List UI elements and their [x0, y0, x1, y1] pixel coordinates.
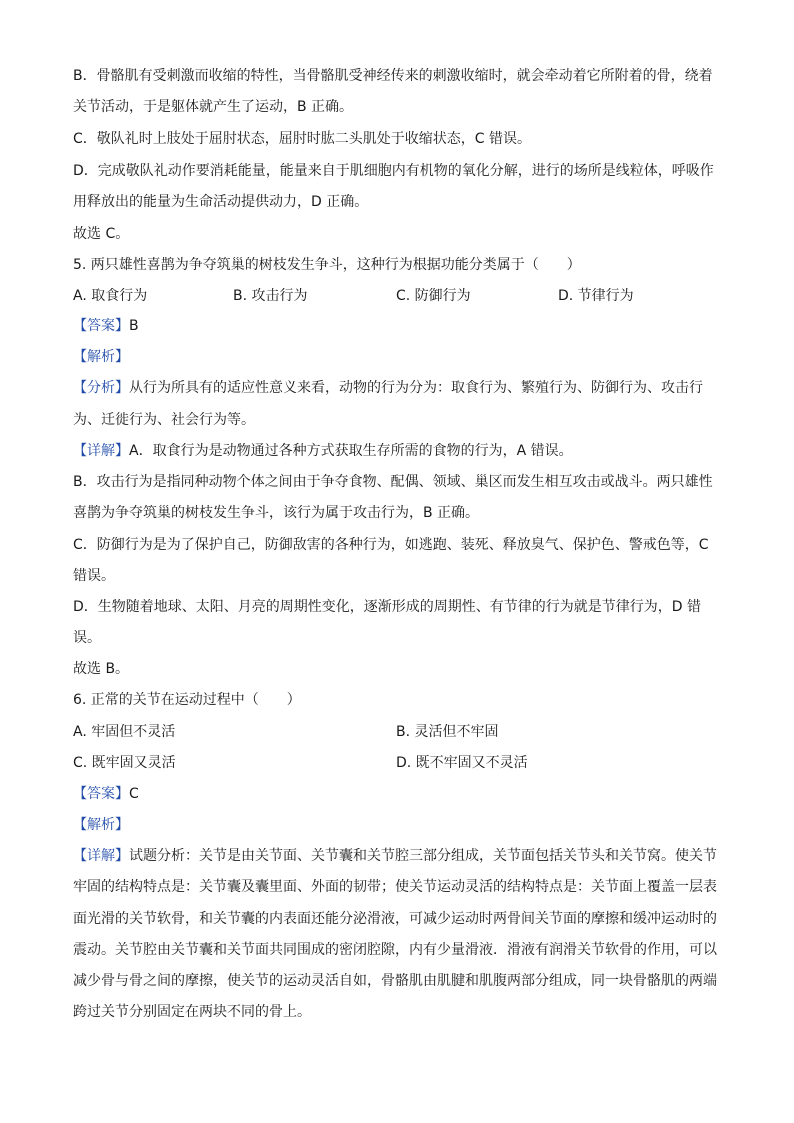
text-line: 减少骨与骨之间的摩擦，使关节的运动灵活自如，骨骼肌由肌腱和肌腹两部分组成，同一块骨骼肌的两端	[73, 973, 717, 989]
answer-value: B	[129, 318, 139, 334]
text-line: B．骨骼肌有受刺激而收缩的特性，当骨骼肌受神经传来的刺激收缩时，就会牵动着它所附着的骨，绕着	[73, 68, 713, 84]
text-line: 面光滑的关节软骨，和关节囊的内表面还能分泌滑液，可减少运动时两骨间关节面的摩擦和缓冲运动时的	[73, 911, 717, 927]
detail-text: 试题分析：关节是由关节面、关节囊和关节腔三部分组成，关节面包括关节头和关节窝。使关节	[129, 848, 717, 864]
text-line: 关节活动，于是躯体就产生了运动，B 正确。	[73, 99, 354, 115]
analysis-tag: 【解析】	[73, 817, 129, 833]
detail-line	[73, 846, 717, 866]
answer-tag: 【答案】	[73, 318, 129, 334]
text-line: 为、迁徙行为、社会行为等。	[73, 412, 255, 428]
option-a: A. 取食行为	[73, 288, 148, 304]
option-b: B. 灵活但不牢固	[396, 724, 499, 740]
xiangjie-tag: 【详解】	[73, 443, 129, 459]
option-c: C. 防御行为	[396, 288, 471, 304]
text-line: D．生物随着地球、太阳、月亮的周期性变化，逐渐形成的周期性、有节律的行为就是节律行为，D 错	[73, 599, 702, 615]
text-line: 跨过关节分别固定在两块不同的骨上。	[73, 1004, 311, 1020]
option-b: B. 攻击行为	[233, 288, 308, 304]
xiangjie-tag: 【详解】	[73, 848, 129, 864]
analysis-tag: 【解析】	[73, 349, 129, 365]
option-a: A. 牢固但不灵活	[73, 724, 176, 740]
analysis-text: 从行为所具有的适应性意义来看，动物的行为分为：取食行为、繁殖行为、防御行为、攻击行	[129, 380, 703, 396]
question-stem: 5. 两只雄性喜鹊为争夺筑巢的树枝发生争斗，这种行为根据功能分类属于（ ）	[73, 257, 581, 273]
text-line: C．敬队礼时上肢处于屈肘状态，屈肘时肱二头肌处于收缩状态，C 错误。	[73, 131, 531, 147]
conclusion-text: 故选 B。	[73, 661, 130, 677]
text-line: 用释放出的能量为生命活动提供动力，D 正确。	[73, 194, 369, 210]
option-d: D. 节律行为	[558, 288, 634, 304]
text-line: B．攻击行为是指同种动物个体之间由于争夺食物、配偶、领域、巢区而发生相互攻击或战斗。两只雄性	[73, 474, 713, 490]
answer-line	[73, 316, 139, 336]
text-line: D．完成敬队礼动作要消耗能量，能量来自于肌细胞内有机物的氧化分解，进行的场所是线粒体，呼吸作	[73, 163, 714, 179]
fenxi-tag: 【分析】	[73, 380, 129, 396]
question-stem: 6. 正常的关节在运动过程中（ ）	[73, 692, 301, 708]
text-line: 喜鹊为争夺筑巢的树枝发生争斗，该行为属于攻击行为，B 正确。	[73, 505, 480, 521]
text-line: 震动。关节腔由关节囊和关节面共同围成的密闭腔隙，内有少量滑液．滑液有润滑关节软骨的作用，可以	[73, 942, 717, 958]
analysis-line	[73, 378, 703, 398]
option-c: C. 既牢固又灵活	[73, 755, 176, 771]
detail-line	[73, 441, 573, 461]
text-line: 牢固的结构特点是：关节囊及囊里面、外面的韧带；使关节运动灵活的结构特点是：关节面上覆盖一层表	[73, 879, 717, 895]
answer-tag: 【答案】	[73, 786, 129, 802]
text-line: 误。	[73, 630, 101, 646]
detail-text: A．取食行为是动物通过各种方式获取生存所需的食物的行为，A 错误。	[129, 443, 573, 459]
option-d: D. 既不牢固又不灵活	[396, 755, 528, 771]
answer-value: C	[129, 786, 139, 802]
conclusion-text: 故选 C。	[73, 226, 130, 242]
text-line: 错误。	[73, 568, 115, 584]
answer-line	[73, 784, 139, 804]
text-line: C．防御行为是为了保护自己，防御敌害的各种行为，如逃跑、装死、释放臭气、保护色、警戒色等，C	[73, 537, 709, 553]
